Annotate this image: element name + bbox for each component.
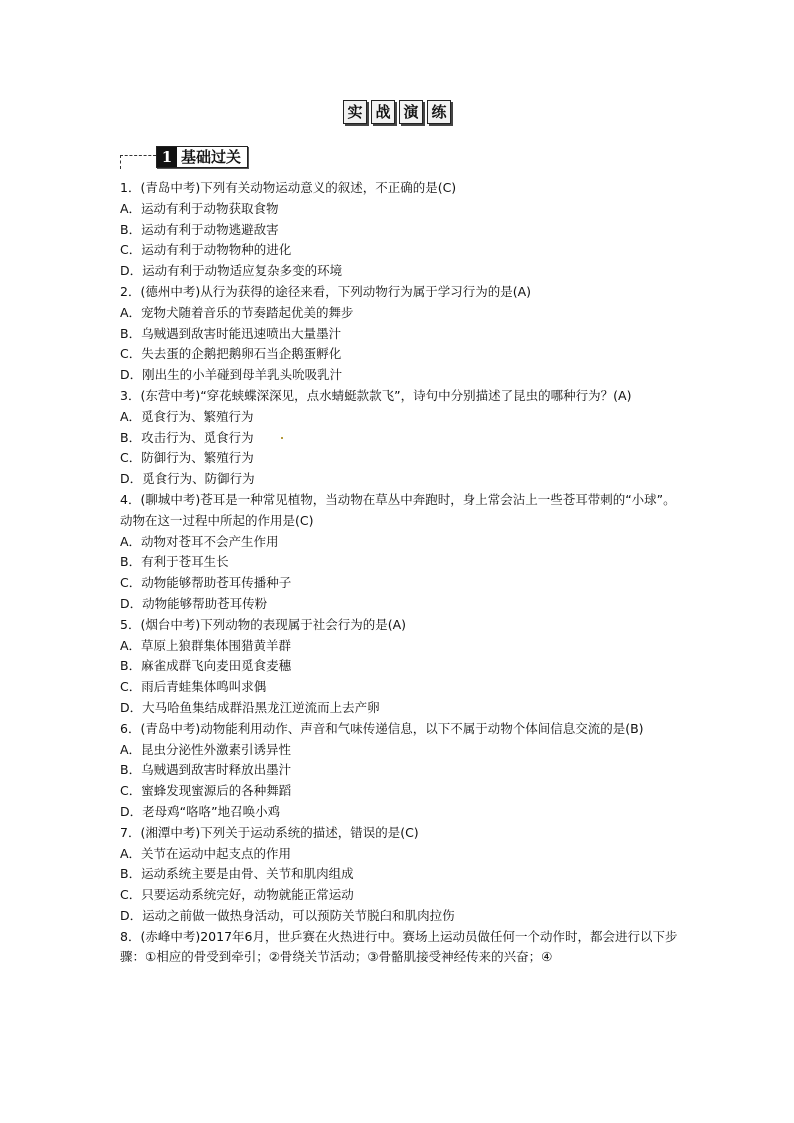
answer-option: C．动物能够帮助苍耳传播种子 — [120, 575, 292, 591]
answer-option: C．只要运动系统完好，动物就能正常运动 — [120, 887, 354, 903]
dashed-leader-vertical — [120, 155, 121, 169]
title-char: 练 — [427, 100, 451, 124]
question-stem: 8．(赤峰中考)2017年6月，世乒赛在火热进行中。赛场上运动员做任何一个动作时，都会进行以下步骤：①相应的骨受到牵引；②骨绕关节活动；③骨骼肌接受神经传来的兴奋；④ — [120, 928, 678, 965]
question-block — [120, 927, 680, 969]
answer-option: B．攻击行为、觅食行为 — [120, 429, 254, 445]
question-stem: 3．(东营中考)“穿花蛱蝶深深见，点水蜻蜓款款飞”，诗句中分别描述了昆虫的哪种行为？(A) — [120, 387, 632, 403]
dashed-leader-horizontal — [120, 155, 156, 156]
answer-option: A．动物对苍耳不会产生作用 — [120, 533, 279, 549]
answer-option: B．麻雀成群飞向麦田觅食麦穗 — [120, 658, 292, 674]
answer-option: A．运动有利于动物获取食物 — [120, 200, 279, 216]
answer-option: A．宠物犬随着音乐的节奏踏起优美的舞步 — [120, 304, 354, 320]
answer-option: B．乌贼遇到敌害时释放出墨汁 — [120, 762, 292, 778]
answer-option: D．运动有利于动物适应复杂多变的环境 — [120, 263, 343, 279]
answer-option: D．运动之前做一做热身活动，可以预防关节脱臼和肌肉拉伤 — [120, 907, 455, 923]
answer-option: D．动物能够帮助苍耳传粉 — [120, 595, 268, 611]
answer-option: C．蜜蜂发现蜜源后的各种舞蹈 — [120, 783, 292, 799]
answer-option: C．失去蛋的企鹅把鹅卵石当企鹅蛋孵化 — [120, 346, 342, 362]
answer-option: B．运动有利于动物逃避敌害 — [120, 221, 279, 237]
answer-option: D．觅食行为、防御行为 — [120, 471, 255, 487]
answer-option: C．雨后青蛙集体鸣叫求偶 — [120, 679, 267, 695]
answer-option: A．昆虫分泌性外激素引诱异性 — [120, 741, 292, 757]
question-block — [120, 823, 680, 927]
question-stem: 6．(青岛中考)动物能利用动作、声音和气味传递信息，以下不属于动物个体间信息交流的是(B) — [120, 720, 644, 736]
question-stem: 7．(湘潭中考)下列关于运动系统的描述，错误的是(C) — [120, 824, 419, 840]
answer-option: D．刚出生的小羊碰到母羊乳头吮吸乳汁 — [120, 367, 343, 383]
page-title — [0, 100, 794, 124]
answer-option: B．有利于苍耳生长 — [120, 554, 229, 570]
answer-option: B．乌贼遇到敌害时能迅速喷出大量墨汁 — [120, 325, 342, 341]
question-block — [120, 178, 680, 282]
question-block — [120, 386, 680, 490]
question-stem: 5．(烟台中考)下列动物的表现属于社会行为的是(A) — [120, 616, 407, 632]
answer-option: A．觅食行为、繁殖行为 — [120, 408, 254, 424]
answer-option: B．运动系统主要是由骨、关节和肌肉组成 — [120, 866, 354, 882]
answer-option: A．关节在运动中起支点的作用 — [120, 845, 292, 861]
answer-option: A．草原上狼群集体围猎黄羊群 — [120, 637, 292, 653]
section-label: 基础过关 — [181, 148, 242, 166]
question-block — [120, 719, 680, 823]
question-stem: 4．(聊城中考)苍耳是一种常见植物，当动物在草丛中奔跑时，身上常会沾上一些苍耳带刺的“小球”。动物在这一过程中所起的作用是(C) — [120, 491, 676, 528]
answer-option: C．防御行为、繁殖行为 — [120, 450, 254, 466]
section-header — [120, 146, 420, 170]
section-number: 1 — [157, 147, 177, 167]
title-char: 实 — [343, 100, 367, 124]
section-badge — [156, 146, 248, 168]
answer-option: C．运动有利于动物物种的进化 — [120, 242, 292, 258]
question-list — [120, 178, 680, 968]
question-stem: 1．(青岛中考)下列有关动物运动意义的叙述，不正确的是(C) — [120, 180, 457, 195]
answer-option: D．大马哈鱼集结成群沿黑龙江逆流而上去产卵 — [120, 699, 380, 715]
answer-option: D．老母鸡“咯咯”地召唤小鸡 — [120, 803, 281, 819]
question-block — [120, 615, 680, 719]
title-char: 演 — [399, 100, 423, 124]
question-block — [120, 490, 680, 615]
question-block — [120, 282, 680, 386]
title-boxes — [343, 100, 451, 124]
title-char: 战 — [371, 100, 395, 124]
question-stem: 2．(德州中考)从行为获得的途径来看，下列动物行为属于学习行为的是(A) — [120, 283, 532, 299]
